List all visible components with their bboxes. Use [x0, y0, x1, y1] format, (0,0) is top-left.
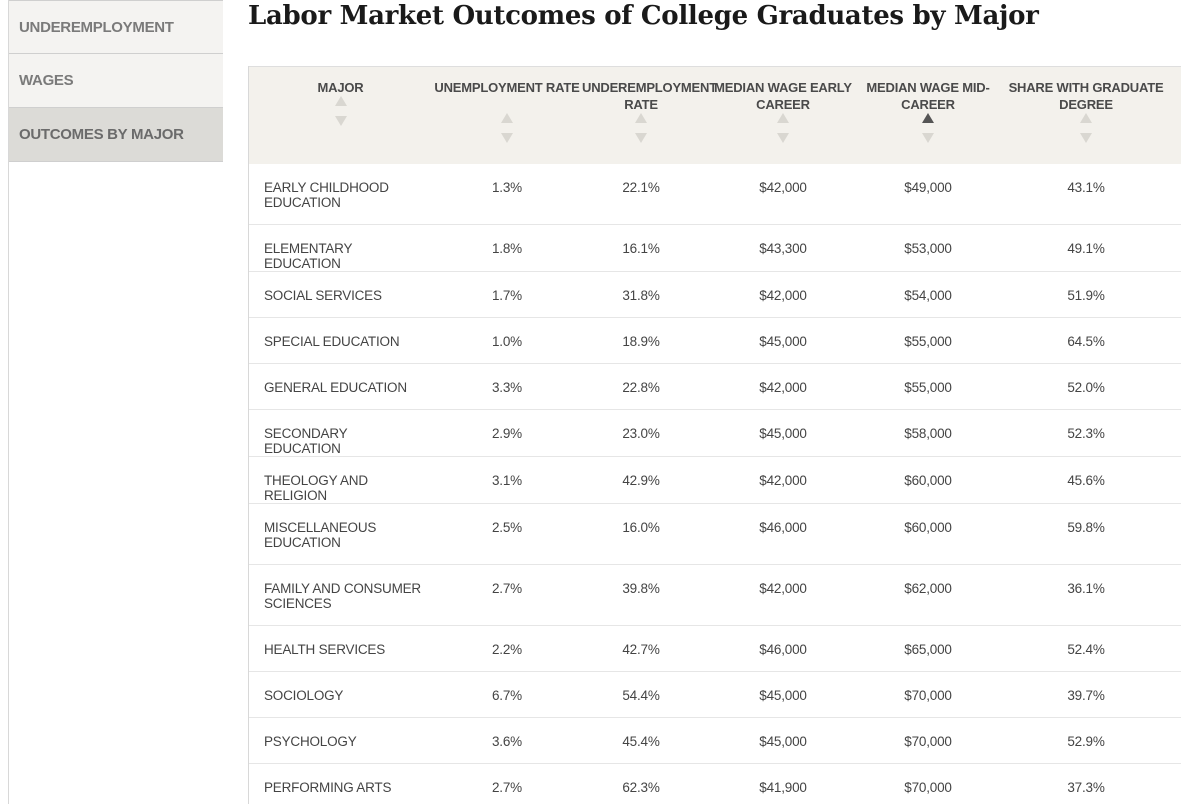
share-graduate-degree-cell: 39.7% [990, 672, 1181, 718]
sort-control[interactable] [582, 113, 700, 143]
table-row [249, 364, 1181, 410]
major-cell: MISCELLANEOUS EDUCATION [249, 504, 432, 565]
column-header-unemployment-rate[interactable] [432, 67, 582, 164]
sort-ascending-icon[interactable] [501, 113, 513, 123]
unemployment-rate-cell: 2.7% [432, 764, 582, 804]
underemployment-rate-cell: 23.0% [582, 410, 700, 457]
sort-descending-icon[interactable] [1080, 133, 1092, 143]
nav-item-outcomes-by-major[interactable]: OUTCOMES BY MAJOR [9, 108, 223, 162]
median-wage-mid-career-cell: $60,000 [866, 457, 990, 504]
median-wage-early-career-cell: $42,000 [700, 164, 866, 225]
underemployment-rate-cell: 31.8% [582, 272, 700, 318]
underemployment-rate-cell: 22.1% [582, 164, 700, 225]
nav-item-underemployment[interactable]: UNDEREMPLOYMENT [9, 0, 223, 54]
page-title: Labor Market Outcomes of College Graduates by Major [248, 1, 1039, 31]
share-graduate-degree-cell: 52.4% [990, 626, 1181, 672]
major-cell: SOCIOLOGY [249, 672, 432, 718]
table-row [249, 764, 1181, 804]
major-cell: GENERAL EDUCATION [249, 364, 432, 410]
table-row [249, 318, 1181, 364]
major-cell: SOCIAL SERVICES [249, 272, 432, 318]
sort-ascending-icon[interactable] [777, 113, 789, 123]
table-row [249, 672, 1181, 718]
median-wage-mid-career-cell: $70,000 [866, 672, 990, 718]
share-graduate-degree-cell: 45.6% [990, 457, 1181, 504]
column-header-share-with-graduate-degree[interactable] [990, 67, 1181, 164]
sort-descending-icon[interactable] [777, 133, 789, 143]
sort-control[interactable] [432, 113, 582, 143]
major-cell: EARLY CHILDHOOD EDUCATION [249, 164, 432, 225]
underemployment-rate-cell: 18.9% [582, 318, 700, 364]
underemployment-rate-cell: 45.4% [582, 718, 700, 764]
sort-ascending-icon[interactable] [635, 113, 647, 123]
column-header-label: MEDIAN WAGE EARLY CAREER [714, 80, 852, 112]
median-wage-early-career-cell: $42,000 [700, 565, 866, 626]
sort-ascending-icon[interactable] [1080, 113, 1092, 123]
major-cell: SPECIAL EDUCATION [249, 318, 432, 364]
median-wage-early-career-cell: $46,000 [700, 504, 866, 565]
table-row [249, 718, 1181, 764]
outcomes-table [249, 66, 1181, 804]
unemployment-rate-cell: 2.9% [432, 410, 582, 457]
column-header-major[interactable] [249, 67, 432, 164]
median-wage-mid-career-cell: $55,000 [866, 318, 990, 364]
sort-descending-icon[interactable] [335, 116, 347, 126]
median-wage-early-career-cell: $43,300 [700, 225, 866, 272]
share-graduate-degree-cell: 52.3% [990, 410, 1181, 457]
sort-descending-icon[interactable] [635, 133, 647, 143]
major-cell: FAMILY AND CONSUMER SCIENCES [249, 565, 432, 626]
table-row [249, 164, 1181, 225]
share-graduate-degree-cell: 51.9% [990, 272, 1181, 318]
unemployment-rate-cell: 2.7% [432, 565, 582, 626]
share-graduate-degree-cell: 49.1% [990, 225, 1181, 272]
median-wage-mid-career-cell: $49,000 [866, 164, 990, 225]
underemployment-rate-cell: 39.8% [582, 565, 700, 626]
median-wage-mid-career-cell: $62,000 [866, 565, 990, 626]
median-wage-mid-career-cell: $65,000 [866, 626, 990, 672]
unemployment-rate-cell: 2.5% [432, 504, 582, 565]
outcomes-table-container [248, 66, 1181, 804]
column-header-underemployment-rate[interactable] [582, 67, 717, 164]
sort-ascending-icon[interactable] [335, 96, 347, 106]
median-wage-mid-career-cell: $54,000 [866, 272, 990, 318]
median-wage-mid-career-cell: $53,000 [866, 225, 990, 272]
underemployment-rate-cell: 54.4% [582, 672, 700, 718]
median-wage-early-career-cell: $42,000 [700, 272, 866, 318]
table-header-row [249, 67, 1181, 164]
table-row [249, 457, 1181, 504]
column-header-label: MEDIAN WAGE MID-CAREER [866, 80, 990, 112]
median-wage-early-career-cell: $45,000 [700, 672, 866, 718]
share-graduate-degree-cell: 64.5% [990, 318, 1181, 364]
table-row [249, 565, 1181, 626]
column-header-label: UNEMPLOYMENT RATE [434, 80, 580, 95]
column-header-label: UNDEREMPLOYMENT RATE [582, 80, 717, 112]
median-wage-mid-career-cell: $70,000 [866, 718, 990, 764]
median-wage-mid-career-cell: $60,000 [866, 504, 990, 565]
sidebar-nav [8, 0, 223, 804]
column-header-label: SHARE WITH GRADUATE DEGREE [1008, 80, 1164, 112]
unemployment-rate-cell: 1.7% [432, 272, 582, 318]
major-cell: ELEMENTARY EDUCATION [249, 225, 432, 272]
median-wage-early-career-cell: $41,900 [700, 764, 866, 804]
sort-descending-icon[interactable] [501, 133, 513, 143]
table-row [249, 410, 1181, 457]
share-graduate-degree-cell: 37.3% [990, 764, 1181, 804]
sort-control[interactable] [249, 96, 432, 126]
major-cell: THEOLOGY AND RELIGION [249, 457, 432, 504]
median-wage-mid-career-cell: $58,000 [866, 410, 990, 457]
unemployment-rate-cell: 3.1% [432, 457, 582, 504]
sort-control[interactable] [866, 113, 990, 143]
underemployment-rate-cell: 22.8% [582, 364, 700, 410]
table-row [249, 626, 1181, 672]
table-row [249, 225, 1181, 272]
median-wage-mid-career-cell: $55,000 [866, 364, 990, 410]
share-graduate-degree-cell: 59.8% [990, 504, 1181, 565]
share-graduate-degree-cell: 52.0% [990, 364, 1181, 410]
median-wage-early-career-cell: $45,000 [700, 718, 866, 764]
sort-descending-icon[interactable] [922, 133, 934, 143]
underemployment-rate-cell: 16.1% [582, 225, 700, 272]
share-graduate-degree-cell: 36.1% [990, 565, 1181, 626]
major-cell: HEALTH SERVICES [249, 626, 432, 672]
sort-ascending-icon[interactable] [922, 113, 934, 123]
share-graduate-degree-cell: 52.9% [990, 718, 1181, 764]
median-wage-early-career-cell: $45,000 [700, 410, 866, 457]
median-wage-early-career-cell: $42,000 [700, 364, 866, 410]
unemployment-rate-cell: 6.7% [432, 672, 582, 718]
underemployment-rate-cell: 62.3% [582, 764, 700, 804]
column-header-median-wage-mid-career[interactable] [866, 67, 990, 164]
unemployment-rate-cell: 1.8% [432, 225, 582, 272]
underemployment-rate-cell: 42.9% [582, 457, 700, 504]
median-wage-early-career-cell: $46,000 [700, 626, 866, 672]
underemployment-rate-cell: 16.0% [582, 504, 700, 565]
column-header-median-wage-early-career[interactable] [700, 67, 866, 164]
unemployment-rate-cell: 3.3% [432, 364, 582, 410]
major-cell: PERFORMING ARTS [249, 764, 432, 804]
unemployment-rate-cell: 1.3% [432, 164, 582, 225]
median-wage-early-career-cell: $45,000 [700, 318, 866, 364]
major-cell: SECONDARY EDUCATION [249, 410, 432, 457]
median-wage-mid-career-cell: $70,000 [866, 764, 990, 804]
unemployment-rate-cell: 2.2% [432, 626, 582, 672]
underemployment-rate-cell: 42.7% [582, 626, 700, 672]
major-cell: PSYCHOLOGY [249, 718, 432, 764]
median-wage-early-career-cell: $42,000 [700, 457, 866, 504]
column-header-label: MAJOR [317, 80, 364, 95]
table-row [249, 272, 1181, 318]
share-graduate-degree-cell: 43.1% [990, 164, 1181, 225]
sort-control[interactable] [990, 113, 1181, 143]
nav-item-wages[interactable]: WAGES [9, 54, 223, 108]
unemployment-rate-cell: 3.6% [432, 718, 582, 764]
sort-control[interactable] [700, 113, 866, 143]
unemployment-rate-cell: 1.0% [432, 318, 582, 364]
table-row [249, 504, 1181, 565]
